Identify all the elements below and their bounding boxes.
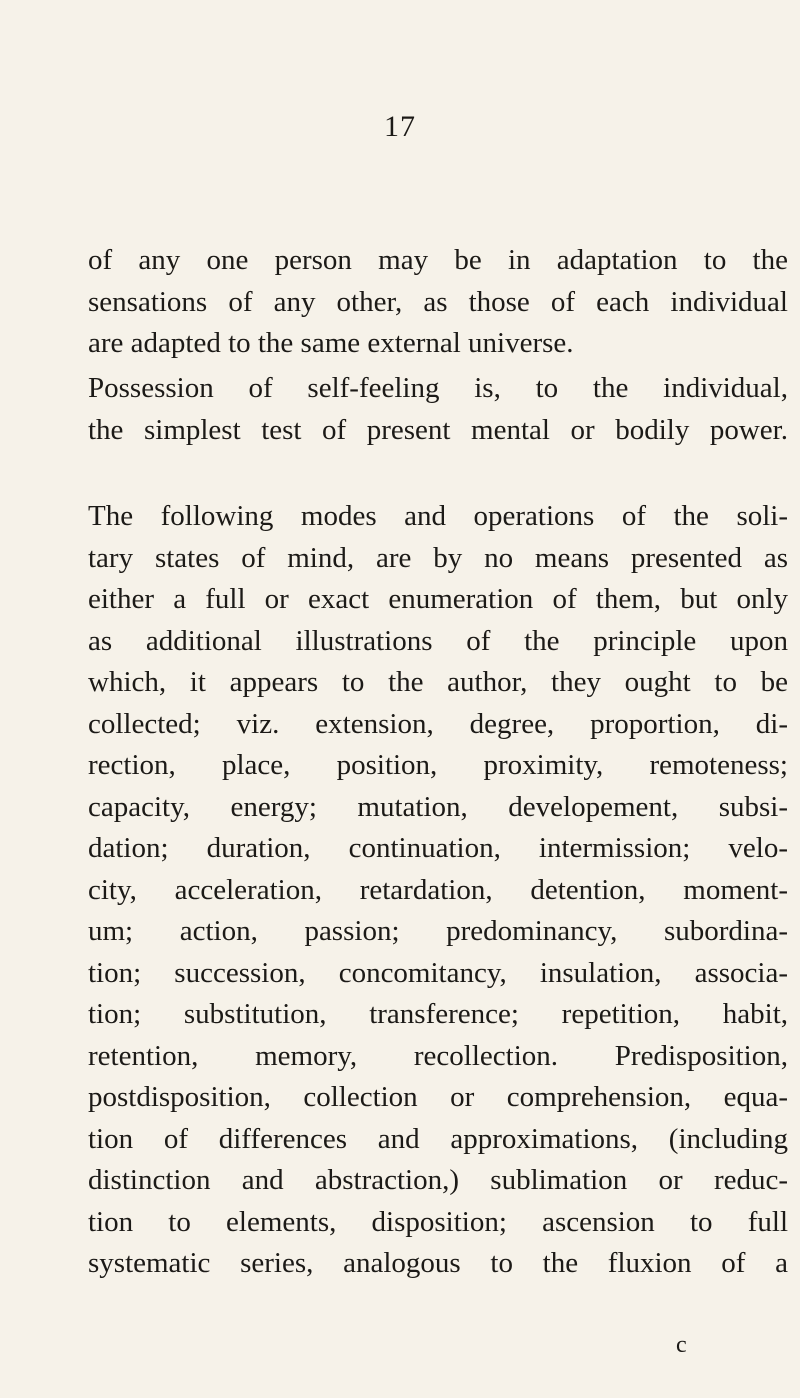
- text-line: Possession of self-feeling is, to the individual,: [88, 372, 788, 404]
- text-line: city, acceleration, retardation, detention, moment-: [88, 873, 788, 906]
- text-line: distinction and abstraction,) sublimation or reduc-: [88, 1164, 788, 1196]
- signature-mark: c: [676, 1332, 687, 1358]
- text-line: which, it appears to the author, they ought to be: [88, 666, 788, 698]
- text-line: tion; succession, concomitancy, insulation, associa-: [88, 956, 788, 989]
- text-line: collected; viz. extension, degree, proportion, di-: [88, 707, 788, 740]
- text-line: tion of differences and approximations, (including: [88, 1122, 788, 1155]
- text-line: rection, place, position, proximity, remoteness;: [88, 749, 788, 781]
- text-line: um; action, passion; predominancy, subordina-: [88, 915, 788, 947]
- text-line: postdisposition, collection or comprehension, equa-: [88, 1081, 788, 1113]
- paragraph-1: [88, 240, 788, 365]
- text-line: dation; duration, continuation, intermission; velo-: [88, 832, 788, 864]
- text-line: either a full or exact enumeration of them, but only: [88, 583, 788, 615]
- text-line: as additional illustrations of the principle upon: [88, 624, 788, 657]
- paragraph-3: [88, 496, 788, 1285]
- text-line: The following modes and operations of the soli-: [88, 500, 788, 532]
- text-line: tion; substitution, transference; repetition, habit,: [88, 998, 788, 1030]
- text-line: the simplest test of present mental or bodily power.: [88, 413, 788, 446]
- text-line: tion to elements, disposition; ascension to full: [88, 1205, 788, 1238]
- text-line: sensations of any other, as those of each individual: [88, 285, 788, 318]
- text-line: of any one person may be in adaptation to the: [88, 244, 788, 276]
- text-line: are adapted to the same external universe.: [88, 327, 574, 359]
- text-line: tary states of mind, are by no means presented as: [88, 541, 788, 574]
- text-line: capacity, energy; mutation, developement, subsi-: [88, 790, 788, 823]
- text-line: systematic series, analogous to the fluxion of a: [88, 1247, 788, 1279]
- text-line: retention, memory, recollection. Predisposition,: [88, 1039, 788, 1072]
- page-number: 17: [384, 110, 416, 143]
- paragraph-2: [88, 368, 788, 451]
